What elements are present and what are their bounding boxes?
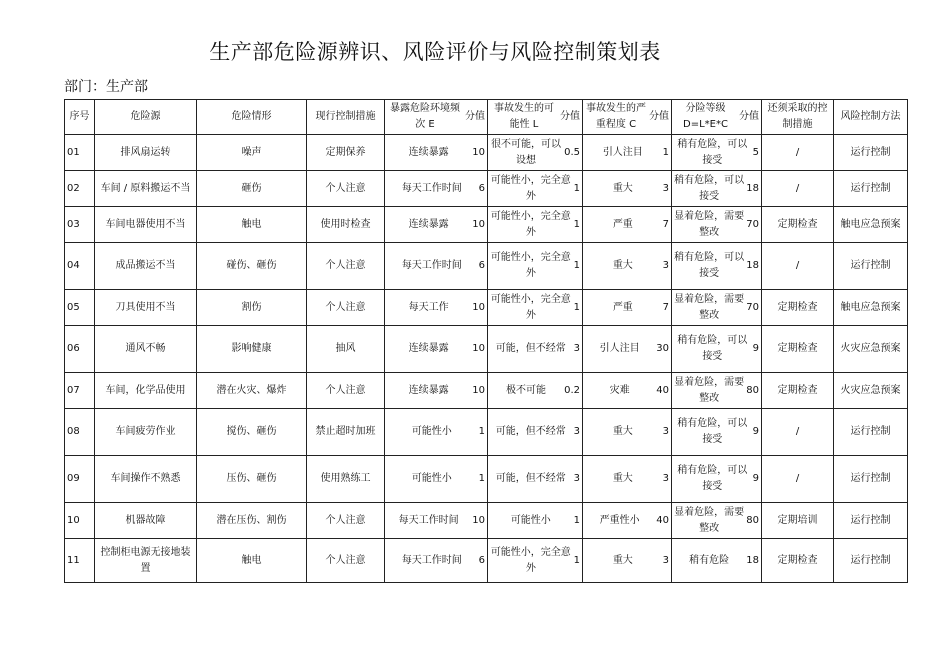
- likelihood-score: 1: [573, 301, 580, 313]
- table-row: [65, 207, 908, 243]
- cell-exposure: [385, 171, 488, 207]
- likelihood-score: 0.5: [564, 146, 580, 158]
- risk-level-score: 18: [746, 554, 759, 566]
- severity-score: 30: [656, 343, 669, 354]
- severity-score: 3: [662, 473, 669, 484]
- cell-severity: [583, 456, 672, 503]
- cell-risk-level: [672, 503, 762, 539]
- cell-risk-level: [672, 207, 762, 243]
- cell-risk-level: [672, 171, 762, 207]
- severity-text: 灾难: [609, 384, 630, 396]
- cell-seq: 05: [65, 290, 95, 326]
- exposure-score: 1: [478, 426, 485, 437]
- cell-exposure: [385, 290, 488, 326]
- exposure-score: 1: [478, 473, 485, 484]
- cell-source: 车间电器使用不当: [95, 207, 197, 243]
- severity-text: 重大: [612, 426, 633, 437]
- cell-control-method: 运行控制: [834, 539, 908, 583]
- cell-measure: 使用熟练工: [307, 456, 385, 503]
- severity-score: 40: [656, 384, 669, 396]
- cell-control-method: 运行控制: [834, 243, 908, 290]
- exposure-text: 每天工作: [408, 301, 449, 313]
- cell-exposure: [385, 409, 488, 456]
- severity-text: 严重: [612, 218, 633, 230]
- likelihood-text: 可能性小，完全意外: [490, 252, 571, 279]
- cell-control-method: 火灾应急预案: [834, 326, 908, 373]
- cell-situation: 影响健康: [197, 326, 307, 373]
- cell-situation: 噪声: [197, 135, 307, 171]
- cell-required-measure: /: [762, 171, 834, 207]
- risk-level-text: 稍有危险: [689, 554, 730, 566]
- table-row: [65, 409, 908, 456]
- cell-required-measure: 定期检查: [762, 373, 834, 409]
- cell-required-measure: /: [762, 456, 834, 503]
- cell-severity: [583, 373, 672, 409]
- header-source: 危险源: [95, 100, 197, 135]
- severity-text: 重大: [612, 182, 633, 194]
- cell-required-measure: 定期检查: [762, 326, 834, 373]
- likelihood-score: 3: [573, 343, 580, 354]
- exposure-text: 连续暴露: [408, 218, 449, 230]
- cell-source: 机器故障: [95, 503, 197, 539]
- risk-level-score: 9: [752, 426, 759, 437]
- exposure-score: 10: [472, 301, 485, 313]
- cell-required-measure: 定期检查: [762, 207, 834, 243]
- severity-score: 3: [662, 260, 669, 271]
- exposure-score: 6: [478, 182, 485, 194]
- risk-level-score: 18: [746, 182, 759, 194]
- likelihood-score: 0.2: [564, 384, 580, 396]
- severity-text: 严重: [612, 301, 633, 313]
- cell-exposure: [385, 456, 488, 503]
- cell-required-measure: 定期检查: [762, 539, 834, 583]
- cell-control-method: 运行控制: [834, 171, 908, 207]
- cell-risk-level: [672, 326, 762, 373]
- cell-risk-level: [672, 373, 762, 409]
- cell-source: 通风不畅: [95, 326, 197, 373]
- cell-measure: 使用时检查: [307, 207, 385, 243]
- severity-score: 7: [662, 218, 669, 230]
- cell-source: 车间 / 原料搬运不当: [95, 171, 197, 207]
- cell-situation: 搅伤、砸伤: [197, 409, 307, 456]
- likelihood-score: 1: [573, 514, 580, 526]
- table-body: [65, 135, 908, 583]
- header-seq: 序号: [65, 100, 95, 135]
- risk-level-text: 稍有危险，可以接受: [674, 252, 745, 279]
- cell-likelihood: [488, 171, 583, 207]
- cell-seq: 01: [65, 135, 95, 171]
- cell-control-method: 运行控制: [834, 409, 908, 456]
- likelihood-text: 极不可能: [506, 384, 547, 396]
- exposure-score: 6: [478, 554, 485, 566]
- likelihood-text: 可能性小: [510, 514, 551, 526]
- likelihood-score: 1: [573, 260, 580, 271]
- risk-level-score: 18: [746, 260, 759, 271]
- header-method: 风险控制方法: [834, 100, 908, 135]
- likelihood-score: 1: [573, 554, 580, 566]
- header-e: 暴露危险环境频次 E 分值: [385, 100, 488, 135]
- exposure-score: 6: [478, 260, 485, 271]
- cell-situation: 砸伤: [197, 171, 307, 207]
- risk-level-text: 稍有危险，可以接受: [677, 465, 748, 492]
- risk-level-score: 9: [752, 473, 759, 484]
- cell-situation: 压伤、砸伤: [197, 456, 307, 503]
- exposure-text: 每天工作时间: [398, 514, 459, 526]
- risk-level-score: 5: [752, 146, 759, 158]
- risk-level-text: 稍有危险，可以接受: [677, 418, 748, 445]
- cell-seq: 04: [65, 243, 95, 290]
- exposure-text: 连续暴露: [408, 343, 449, 354]
- cell-risk-level: [672, 456, 762, 503]
- table-row: [65, 503, 908, 539]
- risk-level-score: 80: [746, 514, 759, 526]
- cell-risk-level: [672, 135, 762, 171]
- severity-score: 3: [662, 554, 669, 566]
- cell-source: 车间疲劳作业: [95, 409, 197, 456]
- table-row: [65, 135, 908, 171]
- severity-score: 7: [662, 301, 669, 313]
- likelihood-score: 1: [573, 182, 580, 194]
- cell-seq: 06: [65, 326, 95, 373]
- severity-score: 3: [662, 426, 669, 437]
- risk-level-text: 显着危险，需要整改: [674, 506, 745, 534]
- cell-likelihood: [488, 290, 583, 326]
- table-row: [65, 539, 908, 583]
- cell-seq: 03: [65, 207, 95, 243]
- cell-likelihood: [488, 373, 583, 409]
- cell-source: 刀具使用不当: [95, 290, 197, 326]
- cell-exposure: [385, 373, 488, 409]
- cell-exposure: [385, 135, 488, 171]
- cell-control-method: 触电应急预案: [834, 290, 908, 326]
- cell-likelihood: [488, 135, 583, 171]
- exposure-text: 可能性小: [411, 426, 452, 437]
- cell-exposure: [385, 207, 488, 243]
- table-row: [65, 171, 908, 207]
- cell-likelihood: [488, 539, 583, 583]
- risk-level-score: 70: [746, 301, 759, 313]
- cell-exposure: [385, 326, 488, 373]
- department-line: 部门：生产部: [64, 79, 148, 95]
- cell-likelihood: [488, 409, 583, 456]
- risk-level-text: 稍有危险，可以接受: [674, 174, 745, 202]
- cell-severity: [583, 409, 672, 456]
- cell-measure: 个人注意: [307, 373, 385, 409]
- table-row: [65, 326, 908, 373]
- likelihood-text: 可能，但不经常: [495, 473, 566, 484]
- likelihood-text: 可能性小，完全意外: [490, 174, 571, 202]
- exposure-text: 可能性小: [411, 473, 452, 484]
- exposure-text: 每天工作时间: [401, 260, 462, 271]
- cell-control-method: 运行控制: [834, 135, 908, 171]
- cell-risk-level: [672, 290, 762, 326]
- cell-seq: 10: [65, 503, 95, 539]
- cell-severity: [583, 290, 672, 326]
- severity-text: 重大: [612, 473, 633, 484]
- cell-seq: 08: [65, 409, 95, 456]
- cell-situation: 潜在压伤、割伤: [197, 503, 307, 539]
- exposure-text: 连续暴露: [408, 384, 449, 396]
- cell-situation: 触电: [197, 207, 307, 243]
- cell-control-method: 运行控制: [834, 503, 908, 539]
- table-row: [65, 456, 908, 503]
- cell-measure: 抽风: [307, 326, 385, 373]
- cell-situation: 割伤: [197, 290, 307, 326]
- cell-required-measure: /: [762, 409, 834, 456]
- cell-required-measure: /: [762, 135, 834, 171]
- cell-severity: [583, 326, 672, 373]
- cell-measure: 个人注意: [307, 290, 385, 326]
- table-row: [65, 243, 908, 290]
- risk-level-text: 稍有危险，可以接受: [677, 335, 748, 362]
- cell-risk-level: [672, 539, 762, 583]
- likelihood-text: 可能性小，完全意外: [490, 210, 571, 238]
- exposure-score: 10: [472, 514, 485, 526]
- severity-text: 严重性小: [599, 514, 640, 526]
- cell-seq: 02: [65, 171, 95, 207]
- cell-required-measure: 定期培训: [762, 503, 834, 539]
- likelihood-text: 可能性小，完全意外: [490, 546, 571, 574]
- risk-level-text: 显着危险，需要整改: [674, 210, 745, 238]
- cell-situation: 碰伤、砸伤: [197, 243, 307, 290]
- cell-control-method: 触电应急预案: [834, 207, 908, 243]
- cell-source: 排风扇运转: [95, 135, 197, 171]
- cell-measure: 个人注意: [307, 171, 385, 207]
- header-c: 事故发生的严重程度 C 分值: [583, 100, 672, 135]
- cell-situation: 潜在火灾、爆炸: [197, 373, 307, 409]
- cell-exposure: [385, 243, 488, 290]
- exposure-score: 10: [472, 218, 485, 230]
- cell-situation: 触电: [197, 539, 307, 583]
- severity-text: 重大: [612, 554, 633, 566]
- exposure-text: 连续暴露: [408, 146, 449, 158]
- exposure-text: 每天工作时间: [401, 182, 462, 194]
- exposure-score: 10: [472, 384, 485, 396]
- cell-source: 车间，化学品使用: [95, 373, 197, 409]
- cell-risk-level: [672, 243, 762, 290]
- exposure-score: 10: [472, 146, 485, 158]
- cell-likelihood: [488, 207, 583, 243]
- cell-required-measure: 定期检查: [762, 290, 834, 326]
- cell-severity: [583, 503, 672, 539]
- risk-level-text: 显着危险，需要整改: [674, 293, 745, 321]
- cell-seq: 09: [65, 456, 95, 503]
- risk-level-score: 70: [746, 218, 759, 230]
- cell-severity: [583, 207, 672, 243]
- cell-source: 车间操作不熟悉: [95, 456, 197, 503]
- cell-source: 控制柜电源无接地装置: [95, 539, 197, 583]
- header-l: 事故发生的可能性 L 分值: [488, 100, 583, 135]
- likelihood-text: 很不可能，可以设想: [491, 138, 562, 166]
- cell-measure: 禁止超时加班: [307, 409, 385, 456]
- cell-measure: 个人注意: [307, 503, 385, 539]
- cell-seq: 11: [65, 539, 95, 583]
- likelihood-score: 3: [573, 473, 580, 484]
- likelihood-score: 1: [573, 218, 580, 230]
- likelihood-text: 可能，但不经常: [495, 426, 566, 437]
- cell-measure: 定期保养: [307, 135, 385, 171]
- severity-score: 3: [662, 182, 669, 194]
- cell-severity: [583, 243, 672, 290]
- severity-score: 1: [662, 146, 669, 158]
- risk-level-score: 80: [746, 384, 759, 396]
- cell-severity: [583, 539, 672, 583]
- likelihood-score: 3: [573, 426, 580, 437]
- cell-measure: 个人注意: [307, 539, 385, 583]
- cell-required-measure: /: [762, 243, 834, 290]
- risk-table: [64, 99, 908, 583]
- cell-severity: [583, 135, 672, 171]
- risk-level-text: 稍有危险，可以接受: [677, 138, 748, 166]
- table-row: [65, 290, 908, 326]
- exposure-text: 每天工作时间: [401, 554, 462, 566]
- table-row: [65, 373, 908, 409]
- severity-text: 引人注目: [599, 343, 640, 354]
- header-must: 还须采取的控制措施: [762, 100, 834, 135]
- risk-level-text: 显着危险，需要整改: [674, 376, 745, 404]
- cell-likelihood: [488, 456, 583, 503]
- severity-text: 重大: [612, 260, 633, 271]
- header-situation: 危险情形: [197, 100, 307, 135]
- cell-control-method: 运行控制: [834, 456, 908, 503]
- severity-score: 40: [656, 514, 669, 526]
- cell-exposure: [385, 539, 488, 583]
- cell-risk-level: [672, 409, 762, 456]
- likelihood-text: 可能性小，完全意外: [490, 293, 571, 321]
- severity-text: 引人注目: [602, 146, 643, 158]
- cell-seq: 07: [65, 373, 95, 409]
- risk-level-score: 9: [752, 343, 759, 354]
- likelihood-text: 可能，但不经常: [495, 343, 566, 354]
- document-title: 生产部危险源辨识、风险评价与风险控制策划表: [209, 40, 661, 64]
- header-d: 分险等级 D=L*E*C 分值: [672, 100, 762, 135]
- cell-likelihood: [488, 503, 583, 539]
- header-row: [65, 100, 908, 135]
- exposure-score: 10: [472, 343, 485, 354]
- cell-severity: [583, 171, 672, 207]
- cell-source: 成品搬运不当: [95, 243, 197, 290]
- cell-exposure: [385, 503, 488, 539]
- header-measure: 现行控制措施: [307, 100, 385, 135]
- cell-likelihood: [488, 326, 583, 373]
- cell-likelihood: [488, 243, 583, 290]
- cell-control-method: 火灾应急预案: [834, 373, 908, 409]
- cell-measure: 个人注意: [307, 243, 385, 290]
